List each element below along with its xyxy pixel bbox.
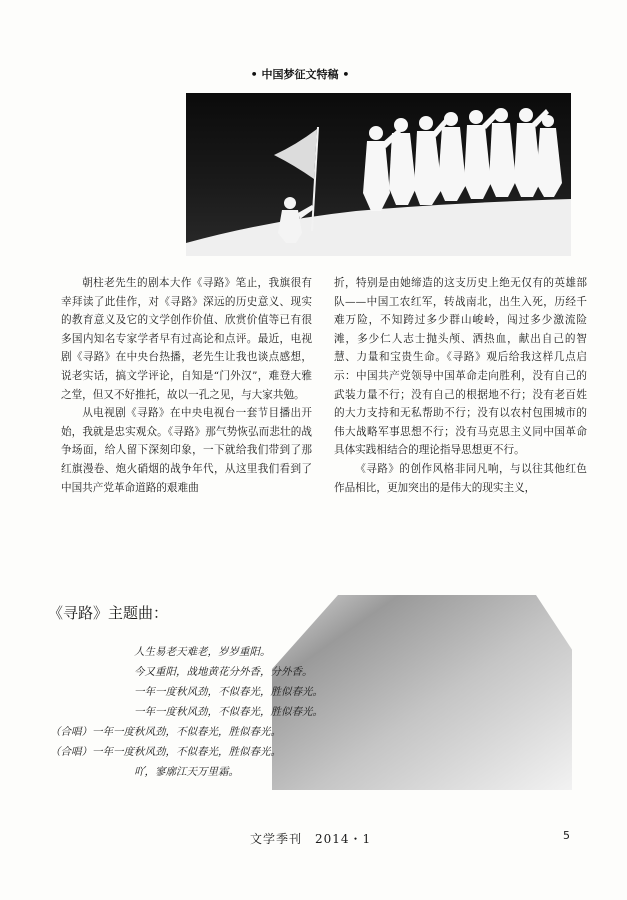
lyric-line	[92, 762, 372, 782]
lyric-line	[50, 742, 372, 762]
lyric-line	[92, 642, 372, 662]
lyric-line	[50, 722, 372, 742]
column-header-tag: • 中国梦征文特稿 •	[250, 68, 350, 81]
theme-song-lyrics	[50, 642, 372, 782]
article-paragraph: 朝柱老先生的剧本大作《寻路》笔止，我旗很有幸拜读了此佳作，对《寻路》深远的历史意义、现实的教育意义及它的文学创作价值、欣赏价值等已有很多国内知名专家学者早有过高论和点评。最近，电视剧《寻路》在中央台热播，老先生让我也谈点感想，说老实话，搞文学评论，自知是“门外汉”，难登大雅之堂，但又不好推托，故以一孔之见，与大家共勉。	[61, 277, 312, 401]
page-number: 5	[563, 829, 570, 842]
lyric-line	[92, 702, 372, 722]
photo-illustration	[186, 93, 571, 256]
article-paragraph: 《寻路》的创作风格非同凡响，与以往其他红色作品相比，更加突出的是伟大的现实主义，	[334, 462, 587, 494]
lyric-chorus-tag: （合唱）	[50, 746, 92, 758]
lyric-text: 一年一度秋风劲，不似春光，胜似春光。	[134, 706, 323, 718]
lyric-text: 吖，寥廓江天万里霜。	[134, 766, 239, 778]
article-column-right	[334, 274, 587, 497]
journal-footer: 文学季刊 2014・1	[250, 832, 372, 846]
lyric-text: 今又重阳，战地黄花分外香，分外香。	[134, 666, 313, 678]
lyric-chorus-tag: （合唱）	[50, 726, 92, 738]
lyric-line	[92, 682, 372, 702]
lyric-text: 一年一度秋风劲，不似春光，胜似春光。	[92, 726, 281, 738]
red-flag	[274, 129, 317, 179]
lyric-text: 人生易老天难老，岁岁重阳。	[134, 646, 271, 658]
article-paragraph: 从电视剧《寻路》在中央电视台一套节目播出开始，我就是忠实观众。《寻路》那气势恢弘而悲壮的战争场面，给人留下深刻印象，一下就给我们带到了那红旗漫卷、炮火硝烟的战争年代，从这里我们看到了中国共产党革命道路的艰难曲	[61, 407, 312, 494]
soldiers-silhouette-photo	[186, 93, 571, 256]
theme-song-title: 《寻路》主题曲：	[48, 604, 169, 622]
article-column-left	[61, 274, 312, 497]
lyric-text: 一年一度秋风劲，不似春光，胜似春光。	[92, 746, 281, 758]
soldier-group	[363, 108, 562, 211]
article-paragraph: 折，特别是由她缔造的这支历史上绝无仅有的英雄部队——中国工农红军，转战南北，出生入死，历经千难万险，不知跨过多少群山峻岭，闯过多少激流险滩，多少仁人志士抛头颅、洒热血，献出自己的智慧、力量和宝贵生命。《寻路》观后给我这样几点启示：中国共产党领导中国革命走向胜利，没有自己的武装力量不行；没有自己的根据地不行；没有老百姓的大力支持和无私帮助不行；没有以农村包围城市的伟大战略军事思想不行；没有马克思主义同中国革命具体实践相结合的理论指导思想更不行。	[334, 277, 587, 457]
lyric-line	[92, 662, 372, 682]
lyric-text: 一年一度秋风劲，不似春光，胜似春光。	[134, 686, 323, 698]
